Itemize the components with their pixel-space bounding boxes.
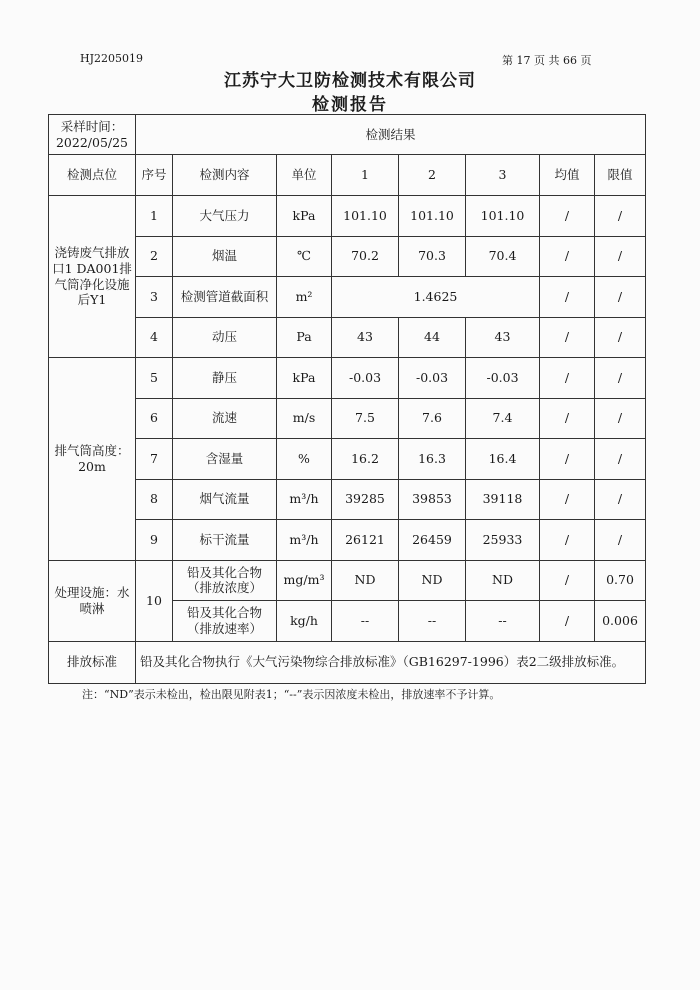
column-headers [49, 155, 646, 196]
col-header-mean: 均值 [540, 155, 595, 196]
row-item: 铅及其化合物（排放速率） [173, 601, 277, 642]
results-table [48, 114, 646, 684]
row-value-1: 26121 [332, 520, 399, 561]
row-value-3: 70.4 [466, 236, 540, 277]
sample-time-label: 采样时间： [60, 118, 124, 134]
table-row [49, 196, 646, 237]
footnote: 注：“ND”表示未检出，检出限见附表1；“--”表示因浓度未检出，排放速率不予计算。 [82, 688, 501, 701]
row-item: 标干流量 [173, 520, 277, 561]
row-value-2: 26459 [399, 520, 466, 561]
row-value-2: 44 [399, 317, 466, 358]
row-limit: / [595, 317, 646, 358]
row-value-3: -0.03 [466, 358, 540, 399]
row-value-2: -- [399, 601, 466, 642]
row-value-1: 70.2 [332, 236, 399, 277]
row-item: 铅及其化合物（排放浓度） [173, 560, 277, 601]
row-no: 8 [136, 479, 173, 520]
report-code: HJ2205019 [80, 52, 143, 65]
sampling-location: 浇铸废气排放口1 DA001排气筒净化设施后Y1 [49, 196, 136, 358]
row-limit: / [595, 439, 646, 480]
row-limit: / [595, 398, 646, 439]
page-number: 第 17 页 共 66 页 [502, 54, 592, 67]
table-row [49, 358, 646, 399]
table-row [49, 520, 646, 561]
row-unit: Pa [277, 317, 332, 358]
col-header-no: 序号 [136, 155, 173, 196]
row-merged-value: 1.4625 [332, 277, 540, 318]
row-mean: / [540, 358, 595, 399]
row-unit: m³/h [277, 479, 332, 520]
row-value-2: 16.3 [399, 439, 466, 480]
row-no: 7 [136, 439, 173, 480]
sample-time-cell [49, 115, 136, 155]
table-row [49, 479, 646, 520]
row-value-3: 39118 [466, 479, 540, 520]
row-value-1: 7.5 [332, 398, 399, 439]
row-item: 含湿量 [173, 439, 277, 480]
row-mean: / [540, 317, 595, 358]
row-mean: / [540, 439, 595, 480]
row-no: 3 [136, 277, 173, 318]
row-unit: % [277, 439, 332, 480]
row-limit: / [595, 277, 646, 318]
row-value-1: ND [332, 560, 399, 601]
row-mean: / [540, 196, 595, 237]
row-mean: / [540, 560, 595, 601]
sample-time-value: 2022/05/25 [55, 134, 129, 150]
row-value-2: 101.10 [399, 196, 466, 237]
row-unit: m/s [277, 398, 332, 439]
row-value-2: ND [399, 560, 466, 601]
row-value-1: 39285 [332, 479, 399, 520]
row-item: 检测管道截面积 [173, 277, 277, 318]
table-row [49, 398, 646, 439]
row-unit: mg/m³ [277, 560, 332, 601]
col-header-limit: 限值 [595, 155, 646, 196]
row-no: 10 [136, 560, 173, 641]
row-value-1: 43 [332, 317, 399, 358]
row-no: 4 [136, 317, 173, 358]
table-row [49, 317, 646, 358]
row-mean: / [540, 277, 595, 318]
row-value-3: 25933 [466, 520, 540, 561]
row-value-1: 16.2 [332, 439, 399, 480]
row-unit: m³/h [277, 520, 332, 561]
row-value-2: 7.6 [399, 398, 466, 439]
col-header-location: 检测点位 [49, 155, 136, 196]
treatment-facility: 处理设施：水喷淋 [49, 560, 136, 641]
row-mean: / [540, 398, 595, 439]
row-item: 烟气流量 [173, 479, 277, 520]
table-row [49, 277, 646, 318]
row-value-3: 101.10 [466, 196, 540, 237]
row-item: 烟温 [173, 236, 277, 277]
col-header-run3: 3 [466, 155, 540, 196]
row-value-3: 16.4 [466, 439, 540, 480]
row-value-3: 7.4 [466, 398, 540, 439]
standard-row [49, 641, 646, 683]
row-limit: / [595, 358, 646, 399]
standard-text: 铅及其化合物执行《大气污染物综合排放标准》（GB16297-1996）表2二级排放标准。 [136, 641, 646, 683]
col-header-run2: 2 [399, 155, 466, 196]
row-value-3: -- [466, 601, 540, 642]
col-header-item: 检测内容 [173, 155, 277, 196]
row-no: 2 [136, 236, 173, 277]
row-unit: m² [277, 277, 332, 318]
row-unit: kg/h [277, 601, 332, 642]
company-name: 江苏宁大卫防检测技术有限公司 [224, 71, 476, 91]
table-row [49, 236, 646, 277]
standard-label: 排放标准 [49, 641, 136, 683]
row-value-2: -0.03 [399, 358, 466, 399]
row-unit: kPa [277, 196, 332, 237]
row-mean: / [540, 520, 595, 561]
row-no: 1 [136, 196, 173, 237]
row-mean: / [540, 236, 595, 277]
row-value-1: -- [332, 601, 399, 642]
row-item: 动压 [173, 317, 277, 358]
table-row [49, 439, 646, 480]
row-no: 9 [136, 520, 173, 561]
table-row [49, 560, 646, 601]
row-item: 流速 [173, 398, 277, 439]
row-limit: / [595, 479, 646, 520]
row-value-2: 39853 [399, 479, 466, 520]
col-header-unit: 单位 [277, 155, 332, 196]
row-item: 静压 [173, 358, 277, 399]
row-mean: / [540, 601, 595, 642]
row-unit: ℃ [277, 236, 332, 277]
row-value-3: ND [466, 560, 540, 601]
col-header-run1: 1 [332, 155, 399, 196]
stack-height: 排气筒高度：20m [49, 358, 136, 561]
row-mean: / [540, 479, 595, 520]
row-item: 大气压力 [173, 196, 277, 237]
report-title: 检测报告 [312, 95, 388, 115]
row-value-3: 43 [466, 317, 540, 358]
row-limit: / [595, 236, 646, 277]
row-value-2: 70.3 [399, 236, 466, 277]
row-value-1: -0.03 [332, 358, 399, 399]
row-no: 5 [136, 358, 173, 399]
row-limit: / [595, 520, 646, 561]
row-limit: / [595, 196, 646, 237]
row-limit: 0.70 [595, 560, 646, 601]
results-header: 检测结果 [136, 115, 646, 155]
row-value-1: 101.10 [332, 196, 399, 237]
row-no: 6 [136, 398, 173, 439]
row-limit: 0.006 [595, 601, 646, 642]
row-unit: kPa [277, 358, 332, 399]
